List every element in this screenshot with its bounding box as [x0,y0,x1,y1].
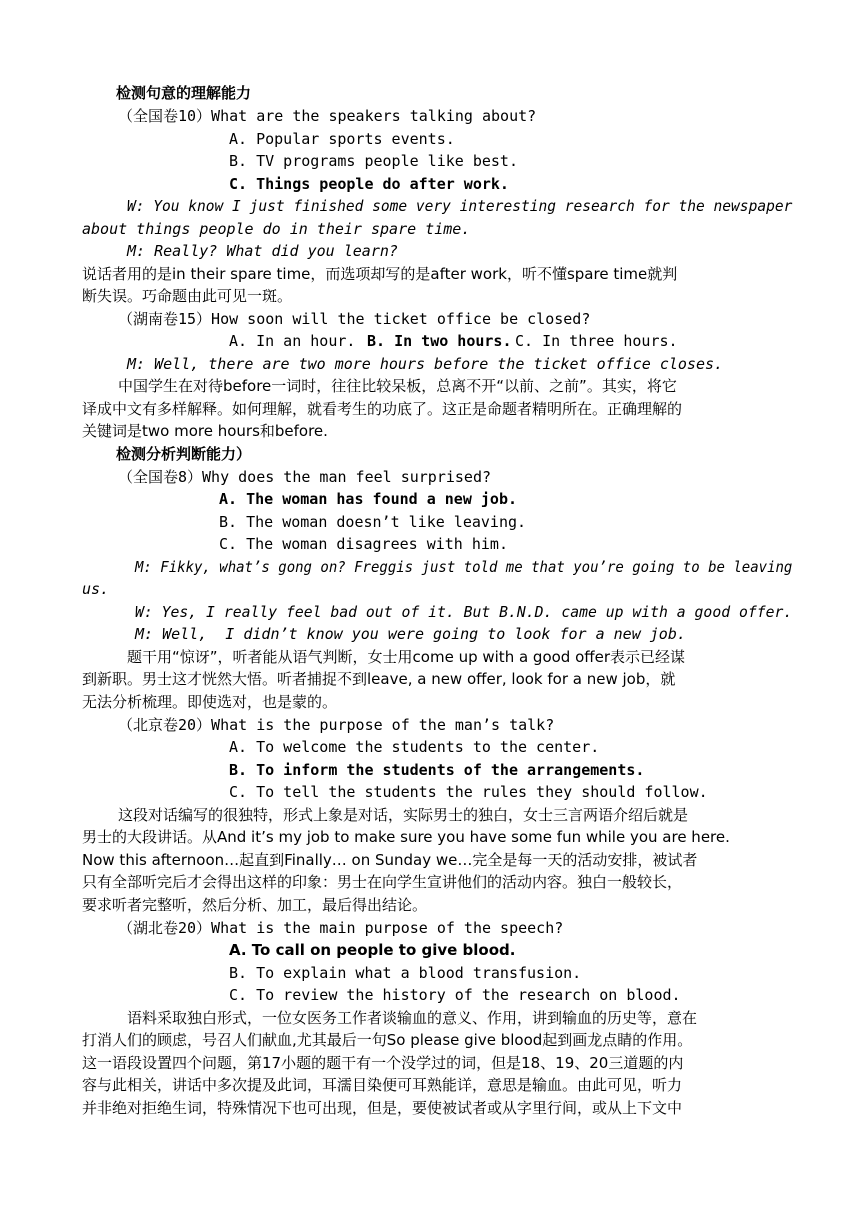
question-4-commentary: 只有全部听完后才会得出这样的印象：男士在向学生宣讲他们的活动内容。独白一般较长， [82,873,683,891]
question-2-option-c: C. In three hours. [515,332,678,350]
question-5-option-b: B. To explain what a blood transfusion. [229,964,582,982]
question-3-commentary: 题干用“惊讶”，听者能从语气判断，女士用come up with a good offer表示已经谋 [127,648,685,666]
question-2-stem: （湖南卷15）How soon will the ticket office be closed? [118,310,591,328]
question-5-stem: （湖北卷20）What is the main purpose of the speech? [118,919,564,937]
question-3-transcript-line: M: Well, I didn’t know you were going to look for a new job. [135,625,686,643]
question-5-option-c: C. To review the history of the research on blood. [229,986,681,1004]
question-1-transcript-line: W: You know I just finished some very interesting research for the newspaper [127,197,793,215]
question-1-option-c-answer: C. Things people do after work. [229,175,509,193]
question-4-option-b-answer: B. To inform the students of the arrangements. [229,761,645,779]
question-4-option-a: A. To welcome the students to the center. [229,738,600,756]
question-5-commentary: 打消人们的顾虑，号召人们献血,尤其最后一句So please give blood起到画龙点睛的作用。 [82,1031,693,1049]
question-4-commentary: 这段对话编写的很独特，形式上象是对话，实际男士的独白，女士三言两语介绍后就是 [118,806,689,824]
question-2-transcript-line: M: Well, there are two more hours before the ticket office closes. [127,355,724,373]
question-3-transcript-line: W: Yes, I really feel bad out of it. But B.N.D. came up with a good offer. [135,603,793,621]
question-5-commentary: 这一语段设置四个问题，第17小题的题干有一个没学过的词，但是18、19、20三道题的内 [82,1054,684,1072]
question-4-stem: （北京卷20）What is the purpose of the man’s talk? [118,716,555,734]
question-1-commentary: 说话者用的是in their spare time，而选项却写的是after work，听不懂spare time就判 [82,265,678,283]
question-5-option-a-answer: A. To call on people to give blood. [229,941,516,959]
question-1-transcript-line: about things people do in their spare time. [82,220,471,238]
question-4-commentary: 男士的大段讲话。从And it’s my job to make sure you have some fun while you are here. [82,828,730,846]
question-3-option-c: C. The woman disagrees with him. [219,535,508,553]
question-2-commentary: 中国学生在对待before一词时，往往比较呆板，总离不开“以前、之前”。其实，将它 [118,377,677,395]
question-5-commentary: 并非绝对拒绝生词，特殊情况下也可出现，但是，要使被试者或从字里行间，或从上下文中 [82,1099,683,1117]
question-3-option-b: B. The woman doesn’t like leaving. [219,513,527,531]
question-1-option-b: B. TV programs people like best. [229,152,518,170]
section-heading-comprehension: 检测句意的理解能力 [116,84,252,102]
question-2-option-b-answer: B. In two hours. [367,332,512,350]
question-3-commentary: 无法分析梳理。即使选对，也是蒙的。 [82,693,338,711]
question-2-option-a: A. In an hour. [229,332,356,350]
question-5-commentary: 语料采取独白形式，一位女医务工作者谈输血的意义、作用，讲到输血的历史等，意在 [127,1009,698,1027]
question-3-transcript-line: M: Fikky, what’s gong on? Freggis just told me that you’re going to be leaving [135,558,793,576]
section-heading-analysis: 检测分析判断能力） [116,445,252,463]
question-3-commentary: 到新职。男士这才恍然大悟。听者捕捉不到leave, a new offer, look for a new job，就 [82,670,676,688]
question-4-option-c: C. To tell the students the rules they should follow. [229,783,708,801]
question-1-option-a: A. Popular sports events. [229,130,455,148]
question-1-stem: （全国卷10）What are the speakers talking about? [118,107,537,125]
question-2-commentary: 译成中文有多样解释。如何理解，就看考生的功底了。这正是命题者精明所在。正确理解的 [82,400,683,418]
question-3-transcript-line: us. [82,580,110,598]
question-1-commentary: 断失误。巧命题由此可见一斑。 [82,287,293,305]
question-3-option-a-answer: A. The woman has found a new job. [219,490,518,508]
question-4-commentary: Now this afternoon…起直到Finally… on Sunday we…完全是每一天的活动安排，被试者 [82,851,698,869]
question-2-commentary: 关键词是two more hours和before. [82,422,328,440]
question-5-commentary: 容与此相关，讲话中多次提及此词，耳濡目染便可耳熟能详，意思是输血。由此可见，听力 [82,1076,683,1094]
question-4-commentary: 要求听者完整听，然后分析、加工，最后得出结论。 [82,896,428,914]
question-1-transcript-line: M: Really? What did you learn? [127,242,398,260]
question-3-stem: （全国卷8）Why does the man feel surprised? [118,468,492,486]
